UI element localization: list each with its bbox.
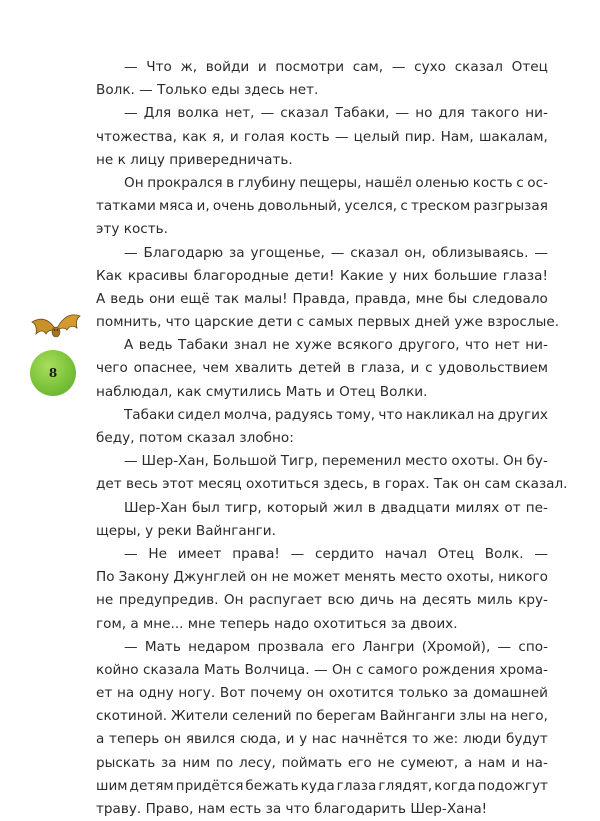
text-line: а теперь он явился сюда, и у нас начнётся то же: люди будут [96,731,548,748]
text-line: — Мать недаром прозвала его Лангри (Хромой), — спо- [124,638,548,655]
text-line: не к лицу привередничать. [96,151,293,168]
bat-illustration [30,308,82,348]
text-line: чтожества, как я, и голая кость — целый пир. Нам, шакалам, [96,128,548,145]
text-line: А ведь Табаки знал не хуже всякого другого, что нет ни- [124,337,548,354]
text-line: Шер-Хан был тигр, который жил в двадцати милях от пе- [124,499,548,516]
text-line: — Шер-Хан, Большой Тигр, переменил место охоты. Он бу- [124,453,548,470]
text-line: беду, потом сказал злобно: [96,430,294,446]
text-line: — Благодарю за угощенье, — сказал он, облизываясь. — [124,244,548,261]
body-text [96,56,568,821]
text-line: рыскать за ним по лесу, поймать его не сумеют, а нам и на- [96,754,548,771]
text-line: шим детям придётся бежать куда глаза глядят, когда подожгут [96,777,548,794]
text-line: — Что ж, войди и посмотри сам, — сухо сказал Отец [124,59,548,75]
text-line: помнить, что царские дети с самых первых дней уже взрослые. [96,314,560,331]
text-line: койно сказала Мать Волчица. — Он с самого рождения хрома- [96,661,548,678]
text-line: ет на одну ногу. Вот почему он охотится только за домашней [96,685,548,702]
text-line: щеры, у реки Вайнганги. [96,522,276,539]
text-line: Как красивы благородные дети! Какие у них большие глаза! [96,267,548,284]
text-line: Табаки сидел молча, радуясь тому, что накликал на других [124,406,548,423]
text-line: Волк. — Только еды здесь нет. [96,82,319,99]
text-line: татками мяса и, очень довольный, уселся, с треском разгрызая [96,198,548,215]
text-line: — Для волка нет, — сказал Табаки, — но для такого ни- [124,105,548,122]
text-line: По Закону Джунглей он не может менять место охоты, никого [96,569,548,586]
text-line: эту кость. [96,221,168,238]
text-line: наблюдал, как смутились Мать и Отец Волки. [96,383,428,400]
page-number-badge [30,350,76,396]
text-line: Он прокрался в глубину пещеры, нашёл оленью кость с ос- [124,174,548,191]
text-line: — Не имеет права! — сердито начал Отец Волк. — [124,545,548,562]
text-line: дет весь этот месяц охотиться здесь, в горах. Так он сам сказал. [96,476,568,493]
text-line: скотиной. Жители селений по берегам Вайнганги злы на него, [96,708,548,725]
text-line: гом, а мне... мне теперь надо охотиться за двоих. [96,615,458,632]
text-line: чего опаснее, чем хвалить детей в глаза, и с удовольствием [96,360,548,377]
text-line: А ведь они ещё так малы! Правда, правда, мне бы следовало [96,290,548,307]
page-number: 8 [48,366,58,380]
text-line: траву. Право, нам есть за что благодарить Шер-Хана! [96,801,488,817]
text-line: не предупредив. Он распугает всю дичь на десять миль кру- [96,592,548,609]
